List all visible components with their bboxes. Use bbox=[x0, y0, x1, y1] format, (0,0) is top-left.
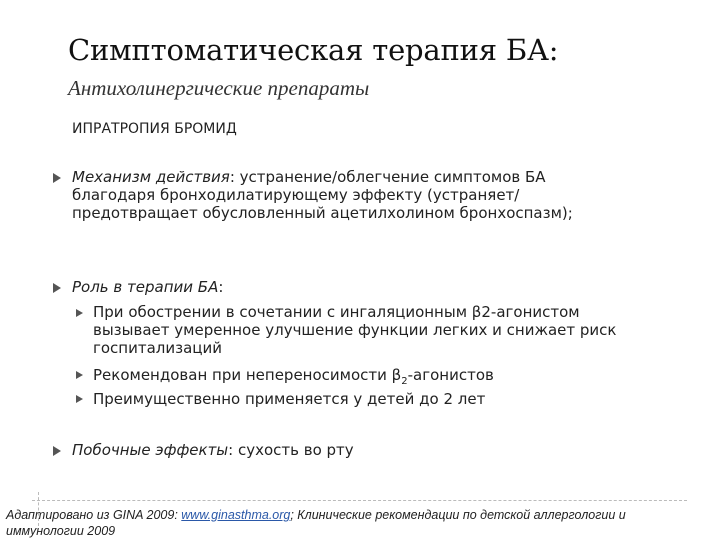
role-text: : bbox=[218, 278, 224, 296]
subitem-text: Преимущественно применяется у детей до 2 лет bbox=[93, 390, 486, 408]
drug-name-heading: ИПРАТРОПИЯ БРОМИД bbox=[72, 121, 237, 137]
subitem-text: При обострении в сочетании с ингаляционным bbox=[93, 303, 472, 321]
beta-symbol: β bbox=[471, 303, 482, 321]
triangle-bullet-icon bbox=[76, 395, 83, 403]
subitem-text: 2-агонистом вызывает умеренное улучшение функции легких и снижает риск госпитализаций bbox=[93, 303, 617, 357]
footer-link[interactable]: www.ginasthma.org bbox=[181, 508, 291, 522]
triangle-bullet-icon bbox=[76, 371, 83, 379]
role-item bbox=[72, 278, 612, 296]
side-effects-label: Побочные эффекты bbox=[72, 441, 229, 459]
footer-divider bbox=[32, 500, 687, 501]
beta-subscript: 2 bbox=[401, 376, 408, 387]
role-subitem bbox=[93, 390, 623, 408]
role-label: Роль в терапии БА bbox=[72, 278, 219, 296]
role-subitem bbox=[93, 366, 623, 391]
slide-subtitle: Антихолинергические препараты bbox=[68, 76, 370, 100]
side-effects-text: : сухость во рту bbox=[228, 441, 354, 459]
footer-suffix: ; Клинические рекомендации по детской аллергологии и иммунологии 2009 bbox=[6, 508, 626, 538]
triangle-bullet-icon bbox=[53, 173, 61, 183]
role-subitem bbox=[93, 303, 623, 357]
subitem-text: -агонистов bbox=[407, 366, 494, 384]
triangle-bullet-icon bbox=[76, 309, 83, 317]
mechanism-item bbox=[72, 168, 612, 222]
mechanism-text: : устранение/облегчение симптомов БА благодаря бронходилатирующему эффекту (устраняет/предотвращает обусловленный ацетилхолином бронхоспазм); bbox=[72, 168, 573, 222]
beta-symbol: β bbox=[391, 366, 402, 384]
triangle-bullet-icon bbox=[53, 446, 61, 456]
mechanism-label: Механизм действия bbox=[72, 168, 230, 186]
footer-source bbox=[6, 507, 656, 539]
subitem-text: Рекомендован при непереносимости bbox=[93, 366, 392, 384]
footer-prefix: Адаптировано из GINA 2009: bbox=[6, 508, 182, 522]
triangle-bullet-icon bbox=[53, 283, 61, 293]
side-effects-item bbox=[72, 441, 612, 459]
slide-title: Симптоматическая терапия БА: bbox=[68, 33, 559, 67]
